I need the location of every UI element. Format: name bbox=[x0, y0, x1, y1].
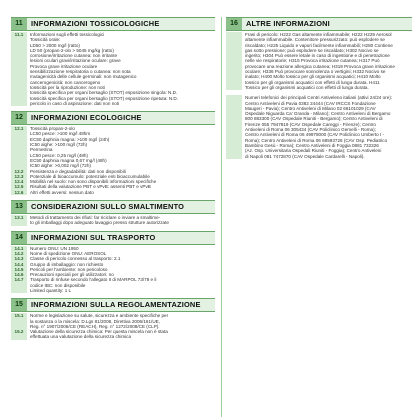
subsection-number: 12.2 bbox=[11, 169, 27, 174]
section-title: INFORMAZIONI SULLA REGOLAMENTAZIONE bbox=[31, 300, 201, 310]
row-text: Norme e legislazione su salute, sicurezza e ambiente specifiche per bbox=[30, 313, 169, 319]
paragraph-line: Antiveleni di Roma 06 305434 (CAV Policlinico Gemelli - Roma); bbox=[245, 127, 376, 133]
section-14 bbox=[11, 231, 215, 294]
subsection-number: 12.3 bbox=[11, 174, 27, 179]
paragraph-line: Ospedale Niguarda Ca' Granda - Milano); Centro Antiveleni di Bergamo bbox=[245, 111, 391, 117]
section-row bbox=[11, 288, 215, 293]
section-16 bbox=[226, 17, 412, 159]
column-divider bbox=[221, 17, 222, 417]
row-text: LD 50 (propan-2-olo > 5045 mg/kg (ratto) bbox=[30, 47, 114, 53]
section-number: 11 bbox=[11, 18, 27, 30]
paragraph-line: altamente infiammabile. Contenitore pressurizzato: può esplodere se bbox=[245, 37, 385, 43]
row-text: Persistenza e degradabilità: dati non disponibili bbox=[30, 168, 126, 174]
section-row bbox=[11, 220, 215, 225]
row-text: sensibilizzazione respiratoria o cutanea: non nota bbox=[30, 69, 131, 75]
paragraph-line: provocare una reazione allergica cutanea; H319 Provoca grave irritazione bbox=[245, 63, 395, 69]
section-title: INFORMAZIONI SUL TRASPORTO bbox=[31, 232, 156, 242]
row-text: Metodi di trattamento dei rifiuti: far riciclare o inviare a smaltime- bbox=[30, 215, 161, 221]
row-text: la sostanza o la miscela: D.Lgs 81/2008, Direttiva 2006/161/UE, bbox=[30, 318, 160, 324]
section-number: 12 bbox=[11, 112, 27, 124]
section-title: INFORMAZIONI ECOLOGICHE bbox=[31, 113, 142, 123]
subsection-number: 11.1 bbox=[11, 32, 27, 37]
row-text: Potenziale di bioaccumulo: potenziale enti bioaccumulabile bbox=[30, 173, 150, 179]
subsection-number bbox=[11, 101, 27, 106]
subsection-number: 12.5 bbox=[11, 184, 27, 189]
row-text: lesioni oculari gravi/irritazione oculare: grave bbox=[30, 58, 121, 64]
row-text: EC50 daphnia magna 0,67 mg/l (48h) bbox=[30, 157, 107, 163]
row-text: Risultati della valutazione PBT e vPvB: assenti PBT e vPvB bbox=[30, 184, 151, 190]
row-text: Tossicità propan-2-olo bbox=[30, 126, 75, 132]
subsection-number: 14.2 bbox=[11, 251, 27, 256]
row-text: Numero ONU: UN 1950 bbox=[30, 245, 79, 251]
paragraph-line: Centro Antiveleni di Pavia 0382 24444 (CAV IRCCS Fondazione bbox=[245, 100, 376, 106]
row-text: tossicità per la riproduzione: non noti bbox=[30, 84, 105, 90]
paragraph-line: Bambino Gesù - Roma); Centro Antiveleni di Foggia 0881 732326 bbox=[245, 142, 379, 148]
row-text: Informazioni sugli effetti tossicologici bbox=[30, 32, 105, 37]
row-text: LC50 pesce: >100 mg/l 48hrs bbox=[30, 131, 91, 137]
subsection-number bbox=[11, 220, 27, 225]
row-text: LC50 pesce: 0,25 mg/l (48h) bbox=[30, 152, 88, 158]
section-number: 13 bbox=[11, 201, 27, 213]
paragraph-line: inalato; H400 Molto tossico per gli organismi acquatici; H410 Molto bbox=[245, 74, 381, 80]
subsection-number: 14.7 bbox=[11, 277, 27, 282]
row-text: Permetrina bbox=[30, 147, 53, 153]
row-text: corrosione/irritazione cutanea: non irritante bbox=[30, 53, 118, 59]
row-text: IC50 alghe: >0,002 mg/l (72h) bbox=[30, 163, 91, 169]
paragraph-line: Tossico per gli organismi acquatici con effetti di lunga durata. bbox=[245, 84, 369, 90]
section-11 bbox=[11, 17, 215, 106]
row-text: cancerogenicità: non cancerogeno bbox=[30, 79, 101, 85]
subsection-number: 15.1 bbox=[11, 313, 27, 318]
right-column bbox=[226, 17, 412, 164]
paragraph-line: di Napoli 081 7472870 (CAV Ospedale Cardarelli - Napoli). bbox=[245, 153, 365, 159]
left-column bbox=[11, 17, 215, 345]
section-header bbox=[226, 17, 412, 31]
section-header bbox=[11, 298, 215, 312]
row-text: Valutazione della sicurezza chimica: Per questa miscela non è stata bbox=[30, 329, 168, 335]
subsection-number: 14.3 bbox=[11, 256, 27, 261]
row-text: Reg. n° 1907/2006/CE (REACH), Reg. n° 1272/2008/CE (CLP). bbox=[30, 323, 160, 329]
row-text: tossicità specifica per organi bersaglio (STOT) esposizione ripetuta: N.D. bbox=[30, 95, 179, 101]
subsection-number: 13.1 bbox=[11, 215, 27, 220]
section-row bbox=[11, 190, 215, 195]
paragraph-line: Roma); Centro Antiveleni di Roma 06 68593726 (CAV Osp. Pediatrico bbox=[245, 137, 388, 143]
section-header bbox=[11, 200, 215, 214]
section-title: INFORMAZIONI TOSSICOLOGICHE bbox=[31, 19, 160, 28]
row-text: EC50 daphnia magna: >100 mg/l (24h) bbox=[30, 136, 110, 142]
section-title: CONSIDERAZIONI SULLO SMALTIMENTO bbox=[31, 202, 185, 212]
paragraph-line: nelle vie respiratorie; H315 Provoca irritazione cutanea; H317 Può bbox=[245, 58, 380, 64]
row-text: Pericoli per l'ambiente: non pericoloso bbox=[30, 266, 108, 272]
section-number: 15 bbox=[11, 299, 27, 311]
row-text: Gruppo di imballaggio: non richiesto bbox=[30, 261, 104, 267]
section-header bbox=[11, 231, 215, 245]
row-text: mutagenicità delle cellule germinali: non mutagenico bbox=[30, 74, 137, 80]
paragraph-line: Frasi di pericolo: H222 Gas altamente infiammabile; H222 H229 Aerosol bbox=[245, 32, 392, 37]
row-text: Provoca grave irritazione oculare bbox=[30, 63, 98, 69]
section-number: 14 bbox=[11, 232, 27, 244]
row-text: LD50 > 2000 mg/l (ratto) bbox=[30, 42, 80, 48]
subsection-number: 14.5 bbox=[11, 267, 27, 272]
row-text: Limited quantity: 1 L bbox=[30, 287, 72, 293]
row-text: Nome di spedizione ONU: AEROSOL bbox=[30, 250, 107, 256]
row-text: Trasporto di rinfuse secondo l'allegato II di MARPOL 73/78 e il bbox=[30, 277, 157, 283]
paragraph-line: Numeri telefonici dei principali Centri Antiveleno italiani (attivi 24/24 ore): bbox=[245, 95, 393, 101]
paragraph-line: gas sotto pressione; può esplodere se riscaldato; H302 Nocivo se bbox=[245, 47, 379, 53]
hazard-statements bbox=[226, 32, 412, 90]
paragraph-line: Centro Antiveleni di Roma 06 49978000 (CAV Policlinico Umberto I - bbox=[245, 132, 385, 138]
section-15 bbox=[11, 298, 215, 339]
paragraph-line: (Az. Osp. Universitaria Ospedali Riuniti - Foggia); Centro Antiveleni bbox=[245, 148, 382, 154]
subsection-number: 14.6 bbox=[11, 272, 27, 277]
poison-centers bbox=[226, 95, 412, 159]
section-number: 16 bbox=[226, 18, 242, 30]
paragraph-line: riscaldato; H225 Liquido e vapori facilmente infiammabili; H280 Contiene bbox=[245, 42, 393, 48]
subsection-number: 14.4 bbox=[11, 262, 27, 267]
row-text: effettuata una valutazione della sicurezza chimica bbox=[30, 334, 132, 340]
subsection-number: 12.4 bbox=[11, 179, 27, 184]
section-12 bbox=[11, 111, 215, 195]
row-text: Precauzioni speciali per gli utilizzatori: no bbox=[30, 272, 114, 278]
paragraph-line: tossico per gli organismi acquatici con effetti di lunga durata. H411 bbox=[245, 79, 380, 85]
row-text: codice IBC: non disponibile bbox=[30, 282, 86, 288]
subsection-number bbox=[11, 334, 27, 339]
row-text: tossicità specifica per organi bersaglio (STOT) esposizione singola: N.D. bbox=[30, 90, 178, 96]
row-text: Mobilità nel suolo: non sono disponibili informazioni specifiche bbox=[30, 179, 157, 185]
row-text: Tossicità orale: bbox=[30, 37, 61, 43]
row-text: to gli imballaggi dopo adeguato lavaggio presso strutture autorizzate bbox=[30, 220, 169, 226]
paragraph-line: ingerito; H304 Può essere letale in caso di ingestione e di penetrazione bbox=[245, 53, 390, 59]
row-text: Classe di pericolo connesso al trasporto: 2.1 bbox=[30, 256, 121, 262]
subsection-number: 14.1 bbox=[11, 246, 27, 251]
row-text: IC50 alghe: >100 mg/l (72h) bbox=[30, 142, 88, 148]
section-row bbox=[11, 101, 215, 106]
section-header bbox=[11, 111, 215, 125]
subsection-number: 15.2 bbox=[11, 329, 27, 334]
section-13 bbox=[11, 200, 215, 226]
subsection-number bbox=[11, 288, 27, 293]
subsection-number: 12.6 bbox=[11, 190, 27, 195]
paragraph-line: Firenze 055 7947819 (CAV Ospedale Careggi - Firenze); Centro bbox=[245, 121, 376, 127]
row-text: Altri effetti avversi: nessun dato bbox=[30, 189, 94, 195]
row-text: pericolo in caso di aspirazione: dati non noti bbox=[30, 100, 120, 106]
paragraph-line: oculare; H336 Può provocare sonnolenza o vertigini; H332 Nocivo se bbox=[245, 69, 386, 75]
subsection-number: 12.1 bbox=[11, 126, 27, 131]
section-row bbox=[11, 334, 215, 339]
section-header bbox=[11, 17, 215, 31]
paragraph-line: Maugeri - Pavia); Centro Antiveleni di Milano 02 66101029 (CAV bbox=[245, 105, 376, 111]
section-title: ALTRE INFORMAZIONI bbox=[246, 19, 330, 28]
paragraph-line: 800 883300 (CAV Ospedale Riuniti - Bergamo); Centro Antiveleni di bbox=[245, 116, 383, 122]
